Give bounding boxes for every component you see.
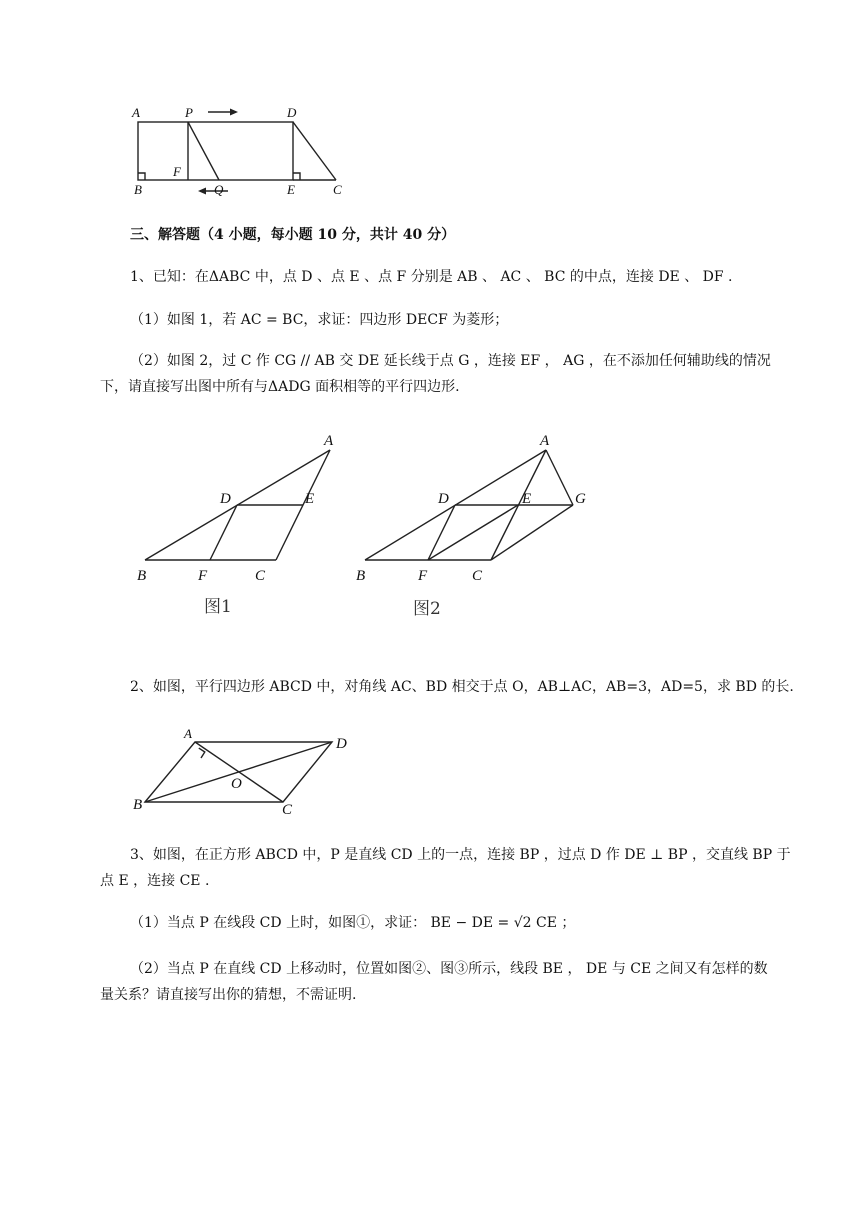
fig1-caption: 图1 — [204, 597, 232, 617]
fig2-label-a: A — [540, 433, 550, 449]
right-angle-b-icon — [138, 173, 145, 180]
label-p: P — [185, 105, 193, 120]
segment-pq — [188, 122, 219, 180]
label-b: B — [134, 182, 142, 197]
figure-parallelogram-abcd — [130, 722, 360, 822]
fig1-label-e: E — [305, 491, 315, 507]
fig2-label-f: F — [418, 568, 428, 584]
label-c: C — [333, 182, 342, 197]
q3-part1: （1）当点 P 在线段 CD 上时，如图①，求证： BE − DE = √2 CE ； — [130, 915, 576, 931]
fig1-label-f: F — [198, 568, 208, 584]
section-title: 三、解答题（4 小题，每小题 10 分，共计 40 分） — [130, 227, 456, 243]
label-q: Q — [214, 182, 224, 197]
q1-stem: 1、已知：在ΔABC 中，点 D 、点 E 、点 F 分别是 AB 、 AC 、 BC 的中点，连接 DE 、 DF . — [130, 269, 733, 285]
right-angle-a-icon — [199, 748, 205, 758]
fig2-label-c: C — [472, 568, 483, 584]
fig1-label-a: A — [324, 433, 334, 449]
arrow-right-head-icon — [230, 109, 238, 116]
q2-label-c: C — [282, 802, 293, 818]
fig2-label-e: E — [522, 491, 532, 507]
q3-part2-line1: （2）当点 P 在直线 CD 上移动时，位置如图②、图③所示，线段 BE ， DE 与 CE 之间又有怎样的数 — [130, 961, 768, 977]
fig2-label-b: B — [356, 568, 366, 584]
fig1-label-b: B — [137, 568, 147, 584]
q1-part1: （1）如图 1，若 AC = BC，求证：四边形 DECF 为菱形； — [130, 312, 509, 328]
fig2-label-g: G — [575, 491, 586, 507]
right-angle-e-icon — [293, 173, 300, 180]
fig1-label-d: D — [220, 491, 231, 507]
figure-rectangle-pq — [128, 100, 368, 200]
q1-part2-line1: （2）如图 2，过 C 作 CG // AB 交 DE 延长线于点 G ，连接 EF ， AG ，在不添加任何辅助线的情况 — [130, 353, 771, 369]
q2-label-o: O — [231, 776, 242, 792]
q2-label-b: B — [133, 797, 143, 813]
diagonal-bd — [145, 742, 332, 802]
q3-stem-line2: 点 E ，连接 CE . — [100, 873, 210, 889]
segment-ag — [546, 450, 573, 505]
q3-part2-line2: 量关系？请直接写出你的猜想，不需证明. — [100, 987, 357, 1003]
figure-1 — [130, 425, 350, 625]
q2-stem: 2、如图，平行四边形 ABCD 中，对角线 AC、BD 相交于点 O，AB⊥AC，AB=3，AD=5，求 BD 的长. — [130, 679, 794, 695]
figure-2 — [350, 425, 610, 625]
label-d: D — [287, 105, 297, 120]
fig1-label-c: C — [255, 568, 266, 584]
arrow-left-head-icon — [198, 188, 206, 195]
q3-stem-line1: 3、如图，在正方形 ABCD 中，P 是直线 CD 上的一点，连接 BP ，过点 D 作 DE ⊥ BP ，交直线 BP 于 — [130, 847, 791, 863]
fig2-label-d: D — [438, 491, 449, 507]
rectangle-abed — [138, 122, 293, 180]
label-a: A — [132, 105, 140, 120]
fig2-caption: 图2 — [413, 599, 441, 619]
label-f: F — [173, 164, 181, 179]
q2-label-a: A — [184, 726, 192, 741]
label-e: E — [287, 182, 295, 197]
segment-dc — [293, 122, 336, 180]
q2-label-d: D — [336, 736, 347, 752]
q1-part2-line2: 下，请直接写出图中所有与ΔADG 面积相等的平行四边形. — [100, 379, 460, 395]
